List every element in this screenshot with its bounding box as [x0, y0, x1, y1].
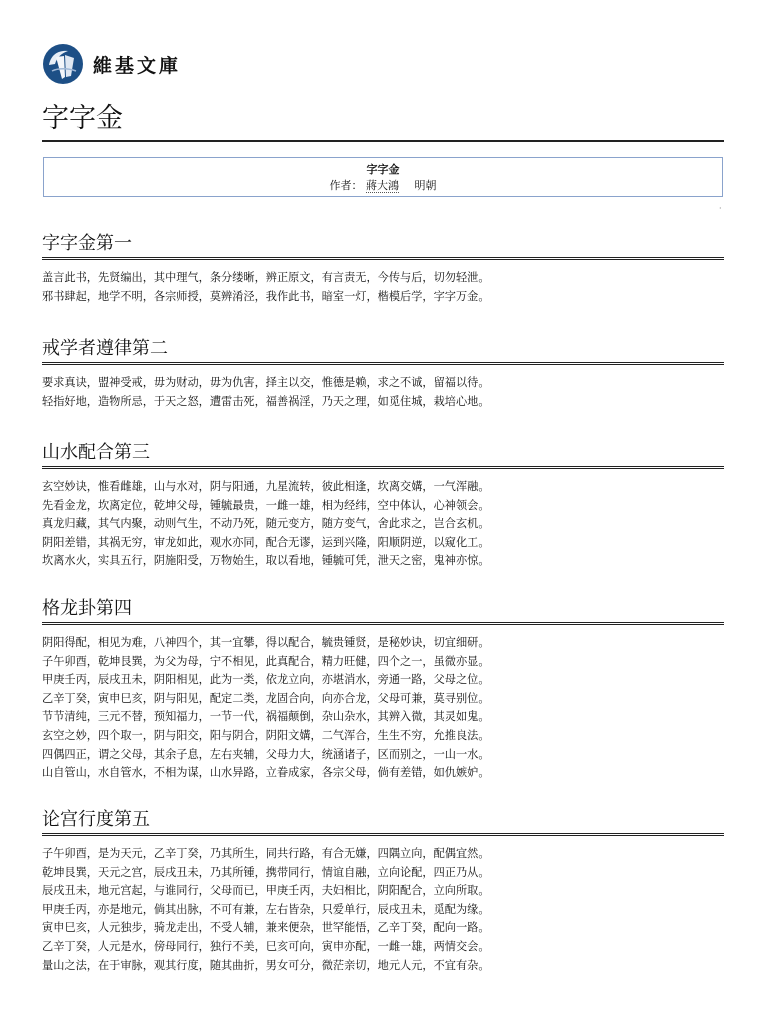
- author-link[interactable]: 蔣大鴻: [366, 179, 399, 192]
- text-line: 子午卯酉，是为天元，乙辛丁癸，乃其所生，同共行路，有合无嫌，四隅立向，配偶宜然。: [42, 847, 490, 860]
- site-logo-text: 維基文庫: [93, 54, 182, 77]
- text-line: 阴阳得配，相见为难，八神四个，其一宜攀，得以配合，毓贵锺贤，是秘妙诀，切宜细研。: [42, 636, 490, 649]
- text-line: 真龙归藏，其气内聚，动则气生，不动乃死，随元变方，随方变气，舍此求之，岂合玄机。: [42, 517, 490, 531]
- text-line: 甲庚壬丙，辰戌丑未，阴阳相见，此为一类，依龙立向，亦堪消水，旁通一路，父母之位。: [42, 673, 490, 687]
- section-text: [42, 269, 724, 306]
- section-5: [42, 809, 724, 975]
- text-line: 坎离水火，实具五行，阴施阳受，万物始生，取以看地，锺毓可凭，泄天之密，鬼神亦惊。: [42, 554, 490, 568]
- text-line: 阴阳差错，其祸无穷，审龙如此，观水亦同，配合无谬，运到兴隆，阳顺阴逆，以窥化工。: [42, 535, 490, 549]
- era-link[interactable]: 明朝: [414, 179, 437, 192]
- section-title: 山水配合第三: [42, 442, 724, 469]
- section-3: [42, 442, 724, 571]
- text-line: 盖言此书，先贤编出，其中理气，条分缕晰，辨正原文，有言责无，今传与后，切勿轻泄。: [42, 271, 490, 284]
- site-logo[interactable]: [42, 43, 181, 85]
- text-line: 辰戌丑未，地元宫起，与谁同行，父母而已，甲庚壬丙，夫妇相比，阴阳配合，立向所取。: [42, 884, 490, 898]
- text-line: 量山之法，在于审脉，观其行度，随其曲折，男女可分，微茫亲切，地元人元，不宜有杂。: [42, 958, 490, 972]
- text-line: 轻指好地，造物所忌，于天之怒，遭雷击死，福善祸淫，乃天之理，如觅住城，栽培心地。: [42, 394, 490, 408]
- section-text: [42, 634, 724, 783]
- text-line: 邪书肆起，地学不明，各宗师授，莫辨淆泾，我作此书，暗室一灯，楷模后学，字字万金。: [42, 289, 490, 303]
- section-text: [42, 845, 724, 975]
- text-line: 山自管山，水自管水，不相为谋，山水异路，立眷成家，各宗父母，倘有差错，如仇嫉妒。: [42, 766, 490, 780]
- section-text: [42, 374, 724, 411]
- text-line: 乙辛丁癸，寅申巳亥，阴与阳见，配定二类，龙固合向，向亦合龙，父母可兼，莫寻别位。: [42, 691, 490, 705]
- section-title: 格龙卦第四: [42, 598, 724, 625]
- work-header-box: [43, 157, 723, 197]
- text-line: 寅申巳亥，人元独步，骑龙走出，不受人辅，兼来便杂，世罕能悟，乙辛丁癸，配向一路。: [42, 921, 490, 935]
- wikisource-globe-icon: [42, 43, 84, 85]
- text-line: 节节清纯，三元不替，预知福力，一节一代，祸福颠倒，杂山杂水，其辨入微，其灵如鬼。: [42, 710, 490, 724]
- text-line: 乙辛丁癸，人元是水，傍母同行，独行不美，巳亥可向，寅申亦配，一雌一雄，两情交会。: [42, 939, 490, 953]
- section-text: [42, 478, 724, 571]
- work-author-line: [44, 178, 722, 194]
- text-line: 四偶四正，谓之父母，其余子息，左右夹辅，父母力大，统涵诸子，区而别之，一山一水。: [42, 747, 490, 761]
- text-line: 乾坤艮巽，天元之宫，辰戌丑未，乃其所锺，携带同行，情谊自融，立向论配，四正乃从。: [42, 865, 490, 879]
- text-line: 玄空之妙，四个取一，阴与阳交，阳与阴合，阴阳文媾，二气浑合，生生不穷，允推良法。: [42, 728, 490, 742]
- text-line: 甲庚壬丙，亦是地元，倘其出脉，不可有兼，左右皆杂，只爱单行，辰戌丑未，觅配为缘。: [42, 902, 490, 916]
- text-line: 子午卯酉，乾坤艮巽，为父为母，宁不相见，此真配合，精力旺健，四个之一，虽微亦显。: [42, 654, 490, 668]
- work-title: 字字金: [366, 163, 400, 176]
- text-line: 要求真诀，盟神受戒，毋为财动，毋为仇害，择主以交，惟德是赖，求之不诚，留福以待。: [42, 376, 490, 389]
- section-title: 论宫行度第五: [42, 809, 724, 836]
- section-2: [42, 338, 724, 411]
- text-line: 玄空妙诀，惟看雌雄，山与水对，阴与阳通，九星流转，彼此相逢，坎离交媾，一气浑融。: [42, 480, 490, 493]
- section-1: [42, 233, 724, 306]
- author-label: 作者：: [329, 179, 363, 192]
- header-corner-mark: ·: [719, 204, 722, 213]
- section-title: 戒学者遵律第二: [42, 338, 724, 365]
- text-line: 先看金龙，坎离定位，乾坤父母，锺毓最贵，一雌一雄，相为经纬，空中体认，心神领会。: [42, 498, 490, 512]
- section-4: [42, 598, 724, 783]
- section-title: 字字金第一: [42, 233, 724, 260]
- page-title: 字字金: [42, 102, 724, 142]
